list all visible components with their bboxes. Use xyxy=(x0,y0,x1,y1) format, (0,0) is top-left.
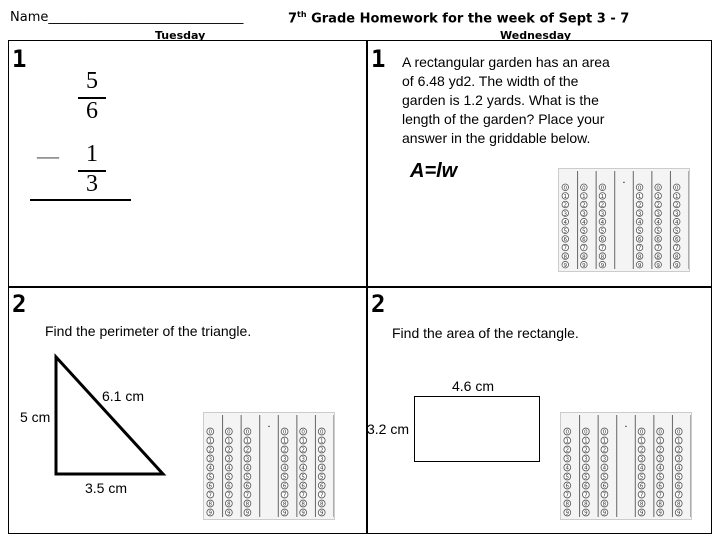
digit-bubble-label: 7 xyxy=(208,492,213,499)
digit-bubble-label: 9 xyxy=(674,262,679,269)
digit-bubble-label: 8 xyxy=(584,501,588,508)
triangle-shape xyxy=(56,357,163,474)
digit-bubble-label: 0 xyxy=(602,429,607,436)
question-number: 1 xyxy=(371,45,386,73)
question-prompt: Find the perimeter of the triangle. xyxy=(45,323,252,339)
digit-bubble-label: 5 xyxy=(208,474,213,481)
digit-bubble-label: 7 xyxy=(584,492,588,499)
digit-bubble-label: 3 xyxy=(282,456,287,463)
decimal-point-mark: . xyxy=(267,419,271,430)
digit-bubble-label: 7 xyxy=(676,492,681,499)
digit-bubble-label: 5 xyxy=(602,474,607,481)
digit-bubble-label: 1 xyxy=(301,438,305,445)
digit-bubble-label: 3 xyxy=(639,456,644,463)
digit-bubble-label: 4 xyxy=(227,465,231,472)
digit-bubble-label: 7 xyxy=(227,492,231,499)
digit-bubble-label: 2 xyxy=(319,447,324,454)
answer-griddable[interactable] xyxy=(560,412,692,520)
digit-bubble-label: 8 xyxy=(656,254,660,261)
question-number: 2 xyxy=(371,290,386,318)
digit-bubble-label: 2 xyxy=(301,447,305,454)
digit-bubble-label: 1 xyxy=(227,438,231,445)
digit-bubble-label: 6 xyxy=(563,237,568,244)
digit-bubble-label: 8 xyxy=(282,501,287,508)
digit-bubble-label: 8 xyxy=(602,501,607,508)
digit-bubble-label: 5 xyxy=(565,474,570,481)
digit-bubble-label: 1 xyxy=(637,194,642,201)
digit-bubble-label: 5 xyxy=(227,474,231,481)
side-label-vertical: 5 cm xyxy=(20,409,51,425)
griddable-svg xyxy=(561,413,691,519)
digit-bubble-label: 4 xyxy=(245,465,250,472)
digit-bubble-label: 2 xyxy=(563,202,568,209)
fraction-a-numerator: 5 xyxy=(86,68,98,94)
digit-bubble-label: 5 xyxy=(600,228,605,235)
digit-bubble-label: 2 xyxy=(602,447,607,454)
question-number: 2 xyxy=(12,290,27,318)
digit-bubble-label: 2 xyxy=(674,202,679,209)
digit-bubble-label: 1 xyxy=(245,438,250,445)
digit-bubble-label: 1 xyxy=(602,438,607,445)
name-label: Name______________________________ xyxy=(10,10,244,25)
digit-bubble-label: 3 xyxy=(301,456,305,463)
digit-bubble-label: 2 xyxy=(584,447,588,454)
digit-bubble-label: 4 xyxy=(656,219,660,226)
digit-bubble-label: 2 xyxy=(637,202,642,209)
title-sup: th xyxy=(297,10,307,19)
digit-bubble-label: 8 xyxy=(639,501,644,508)
digit-bubble-label: 8 xyxy=(301,501,305,508)
digit-bubble-label: 3 xyxy=(563,211,568,218)
decimal-point-mark: . xyxy=(622,175,626,186)
digit-bubble-label: 6 xyxy=(658,483,662,490)
digit-bubble-label: 3 xyxy=(584,456,588,463)
digit-bubble-label: 7 xyxy=(319,492,324,499)
digit-bubble-label: 2 xyxy=(245,447,250,454)
digit-bubble-label: 9 xyxy=(208,510,213,517)
digit-bubble-label: 8 xyxy=(563,254,568,261)
rectangle-figure xyxy=(414,396,540,462)
digit-bubble-label: 1 xyxy=(656,194,660,201)
digit-bubble-label: 3 xyxy=(656,211,660,218)
digit-bubble-label: 3 xyxy=(600,211,605,218)
digit-bubble-label: 7 xyxy=(563,245,568,252)
digit-bubble-label: 0 xyxy=(637,185,642,192)
digit-bubble-label: 2 xyxy=(227,447,231,454)
digit-bubble-label: 3 xyxy=(658,456,662,463)
fraction-a-denominator: 6 xyxy=(86,98,98,124)
question-prompt: Find the area of the rectangle. xyxy=(392,325,579,341)
digit-bubble-label: 8 xyxy=(637,254,642,261)
digit-bubble-label: 6 xyxy=(674,237,679,244)
digit-bubble-label: 8 xyxy=(600,254,605,261)
digit-bubble-label: 4 xyxy=(582,219,586,226)
digit-bubble-label: 7 xyxy=(637,245,642,252)
digit-bubble-label: 5 xyxy=(301,474,305,481)
digit-bubble-label: 1 xyxy=(582,194,586,201)
digit-bubble-label: 0 xyxy=(208,429,213,436)
answer-griddable[interactable] xyxy=(203,412,335,520)
digit-bubble-label: 6 xyxy=(676,483,681,490)
digit-bubble-label: 2 xyxy=(282,447,287,454)
digit-bubble-label: 1 xyxy=(658,438,662,445)
digit-bubble-label: 0 xyxy=(563,185,568,192)
digit-bubble-label: 1 xyxy=(676,438,681,445)
digit-bubble-label: 3 xyxy=(227,456,231,463)
digit-bubble-label: 0 xyxy=(301,429,305,436)
digit-bubble-label: 7 xyxy=(600,245,605,252)
digit-bubble-label: 1 xyxy=(208,438,213,445)
digit-bubble-label: 9 xyxy=(301,510,305,517)
digit-bubble-label: 2 xyxy=(639,447,644,454)
digit-bubble-label: 9 xyxy=(584,510,588,517)
digit-bubble-label: 2 xyxy=(656,202,660,209)
digit-bubble-label: 9 xyxy=(227,510,231,517)
digit-bubble-label: 7 xyxy=(658,492,662,499)
rect-width-label: 4.6 cm xyxy=(452,378,495,394)
digit-bubble-label: 1 xyxy=(639,438,644,445)
digit-bubble-label: 7 xyxy=(674,245,679,252)
digit-bubble-label: 0 xyxy=(282,429,287,436)
digit-bubble-label: 0 xyxy=(676,429,681,436)
digit-bubble-label: 0 xyxy=(656,185,660,192)
digit-bubble-label: 6 xyxy=(319,483,324,490)
digit-bubble-label: 0 xyxy=(227,429,231,436)
digit-bubble-label: 5 xyxy=(676,474,681,481)
digit-bubble-label: 6 xyxy=(301,483,305,490)
digit-bubble-label: 8 xyxy=(245,501,250,508)
digit-bubble-label: 0 xyxy=(658,429,662,436)
digit-bubble-label: 9 xyxy=(637,262,642,269)
digit-bubble-label: 9 xyxy=(245,510,250,517)
digit-bubble-label: 5 xyxy=(319,474,324,481)
digit-bubble-label: 6 xyxy=(600,237,605,244)
prompt-line: garden is 1.2 yards. What is the xyxy=(402,92,599,108)
decimal-point-mark: . xyxy=(624,419,628,430)
day-label-tuesday: Tuesday xyxy=(155,29,206,42)
digit-bubble-label: 7 xyxy=(582,245,586,252)
digit-bubble-label: 4 xyxy=(282,465,287,472)
digit-bubble-label: 8 xyxy=(319,501,324,508)
digit-bubble-label: 5 xyxy=(245,474,250,481)
digit-bubble-label: 0 xyxy=(319,429,324,436)
digit-bubble-label: 7 xyxy=(656,245,660,252)
side-label-hypotenuse: 6.1 cm xyxy=(102,388,145,404)
digit-bubble-label: 4 xyxy=(637,219,642,226)
digit-bubble-label: 6 xyxy=(639,483,644,490)
digit-bubble-label: 8 xyxy=(582,254,586,261)
digit-bubble-label: 4 xyxy=(565,465,570,472)
formula: A=lw xyxy=(410,160,458,182)
digit-bubble-label: 9 xyxy=(282,510,287,517)
digit-bubble-label: 0 xyxy=(639,429,644,436)
digit-bubble-label: 7 xyxy=(301,492,305,499)
digit-bubble-label: 1 xyxy=(282,438,287,445)
digit-bubble-label: 6 xyxy=(582,237,586,244)
digit-bubble-label: 5 xyxy=(656,228,660,235)
digit-bubble-label: 5 xyxy=(563,228,568,235)
digit-bubble-label: 0 xyxy=(584,429,588,436)
digit-bubble-label: 5 xyxy=(658,474,662,481)
digit-bubble-label: 2 xyxy=(676,447,681,454)
digit-bubble-label: 8 xyxy=(676,501,681,508)
digit-bubble-label: 2 xyxy=(565,447,570,454)
digit-bubble-label: 9 xyxy=(602,510,607,517)
digit-bubble-label: 2 xyxy=(208,447,213,454)
digit-bubble-label: 4 xyxy=(563,219,568,226)
digit-bubble-label: 5 xyxy=(674,228,679,235)
digit-bubble-label: 8 xyxy=(227,501,231,508)
digit-bubble-label: 4 xyxy=(639,465,644,472)
digit-bubble-label: 6 xyxy=(245,483,250,490)
digit-bubble-label: 6 xyxy=(637,237,642,244)
digit-bubble-label: 7 xyxy=(602,492,607,499)
prompt-line: A rectangular garden has an area xyxy=(402,54,610,70)
digit-bubble-label: 0 xyxy=(600,185,605,192)
digit-bubble-label: 3 xyxy=(637,211,642,218)
digit-bubble-label: 0 xyxy=(245,429,250,436)
prompt-line: of 6.48 yd2. The width of the xyxy=(402,73,579,89)
digit-bubble-label: 5 xyxy=(584,474,588,481)
digit-bubble-label: 6 xyxy=(208,483,213,490)
digit-bubble-label: 9 xyxy=(658,510,662,517)
digit-bubble-label: 4 xyxy=(676,465,681,472)
digit-bubble-label: 4 xyxy=(584,465,588,472)
digit-bubble-label: 7 xyxy=(282,492,287,499)
digit-bubble-label: 0 xyxy=(565,429,570,436)
digit-bubble-label: 3 xyxy=(208,456,213,463)
digit-bubble-label: 6 xyxy=(282,483,287,490)
prompt-line: answer in the griddable below. xyxy=(402,130,591,146)
digit-bubble-label: 8 xyxy=(674,254,679,261)
digit-bubble-label: 8 xyxy=(658,501,662,508)
digit-bubble-label: 3 xyxy=(674,211,679,218)
digit-bubble-label: 1 xyxy=(563,194,568,201)
digit-bubble-label: 5 xyxy=(282,474,287,481)
digit-bubble-label: 6 xyxy=(656,237,660,244)
digit-bubble-label: 0 xyxy=(582,185,586,192)
digit-bubble-label: 6 xyxy=(565,483,570,490)
digit-bubble-label: 2 xyxy=(582,202,586,209)
digit-bubble-label: 1 xyxy=(565,438,570,445)
digit-bubble-label: 2 xyxy=(658,447,662,454)
digit-bubble-label: 4 xyxy=(674,219,679,226)
digit-bubble-label: 5 xyxy=(637,228,642,235)
digit-bubble-label: 1 xyxy=(319,438,324,445)
digit-bubble-label: 4 xyxy=(319,465,324,472)
digit-bubble-label: 7 xyxy=(565,492,570,499)
digit-bubble-label: 3 xyxy=(319,456,324,463)
digit-bubble-label: 2 xyxy=(600,202,605,209)
question-number: 1 xyxy=(12,45,27,73)
rect-height-label: 3.2 cm xyxy=(367,421,410,437)
digit-bubble-label: 7 xyxy=(639,492,644,499)
prompt-line: length of the garden? Place your xyxy=(402,111,605,127)
digit-bubble-label: 0 xyxy=(674,185,679,192)
digit-bubble-label: 9 xyxy=(600,262,605,269)
digit-bubble-label: 4 xyxy=(208,465,213,472)
digit-bubble-label: 5 xyxy=(639,474,644,481)
digit-bubble-label: 1 xyxy=(674,194,679,201)
digit-bubble-label: 3 xyxy=(565,456,570,463)
title-grade: 7 xyxy=(288,11,298,27)
digit-bubble-label: 9 xyxy=(563,262,568,269)
day-label-wednesday: Wednesday xyxy=(500,29,572,42)
digit-bubble-label: 9 xyxy=(676,510,681,517)
digit-bubble-label: 4 xyxy=(600,219,605,226)
digit-bubble-label: 1 xyxy=(584,438,588,445)
digit-bubble-label: 3 xyxy=(676,456,681,463)
title-rest: Grade Homework for the week of Sept 3 - 7 xyxy=(306,11,630,27)
side-label-base: 3.5 cm xyxy=(85,480,128,496)
digit-bubble-label: 3 xyxy=(582,211,586,218)
digit-bubble-label: 9 xyxy=(565,510,570,517)
digit-bubble-label: 6 xyxy=(602,483,607,490)
digit-bubble-label: 9 xyxy=(582,262,586,269)
digit-bubble-label: 4 xyxy=(602,465,607,472)
digit-bubble-label: 6 xyxy=(227,483,231,490)
minus-operator: — xyxy=(37,143,59,168)
digit-bubble-label: 9 xyxy=(656,262,660,269)
digit-bubble-label: 9 xyxy=(639,510,644,517)
digit-bubble-label: 5 xyxy=(582,228,586,235)
fraction-b-denominator: 3 xyxy=(86,171,98,197)
digit-bubble-label: 8 xyxy=(208,501,213,508)
digit-bubble-label: 4 xyxy=(301,465,305,472)
griddable-svg xyxy=(204,413,334,519)
digit-bubble-label: 4 xyxy=(658,465,662,472)
digit-bubble-label: 3 xyxy=(245,456,250,463)
digit-bubble-label: 1 xyxy=(600,194,605,201)
digit-bubble-label: 9 xyxy=(319,510,324,517)
fraction-b-numerator: 1 xyxy=(86,141,98,167)
digit-bubble-label: 7 xyxy=(245,492,250,499)
digit-bubble-label: 3 xyxy=(602,456,607,463)
digit-bubble-label: 8 xyxy=(565,501,570,508)
digit-bubble-label: 6 xyxy=(584,483,588,490)
